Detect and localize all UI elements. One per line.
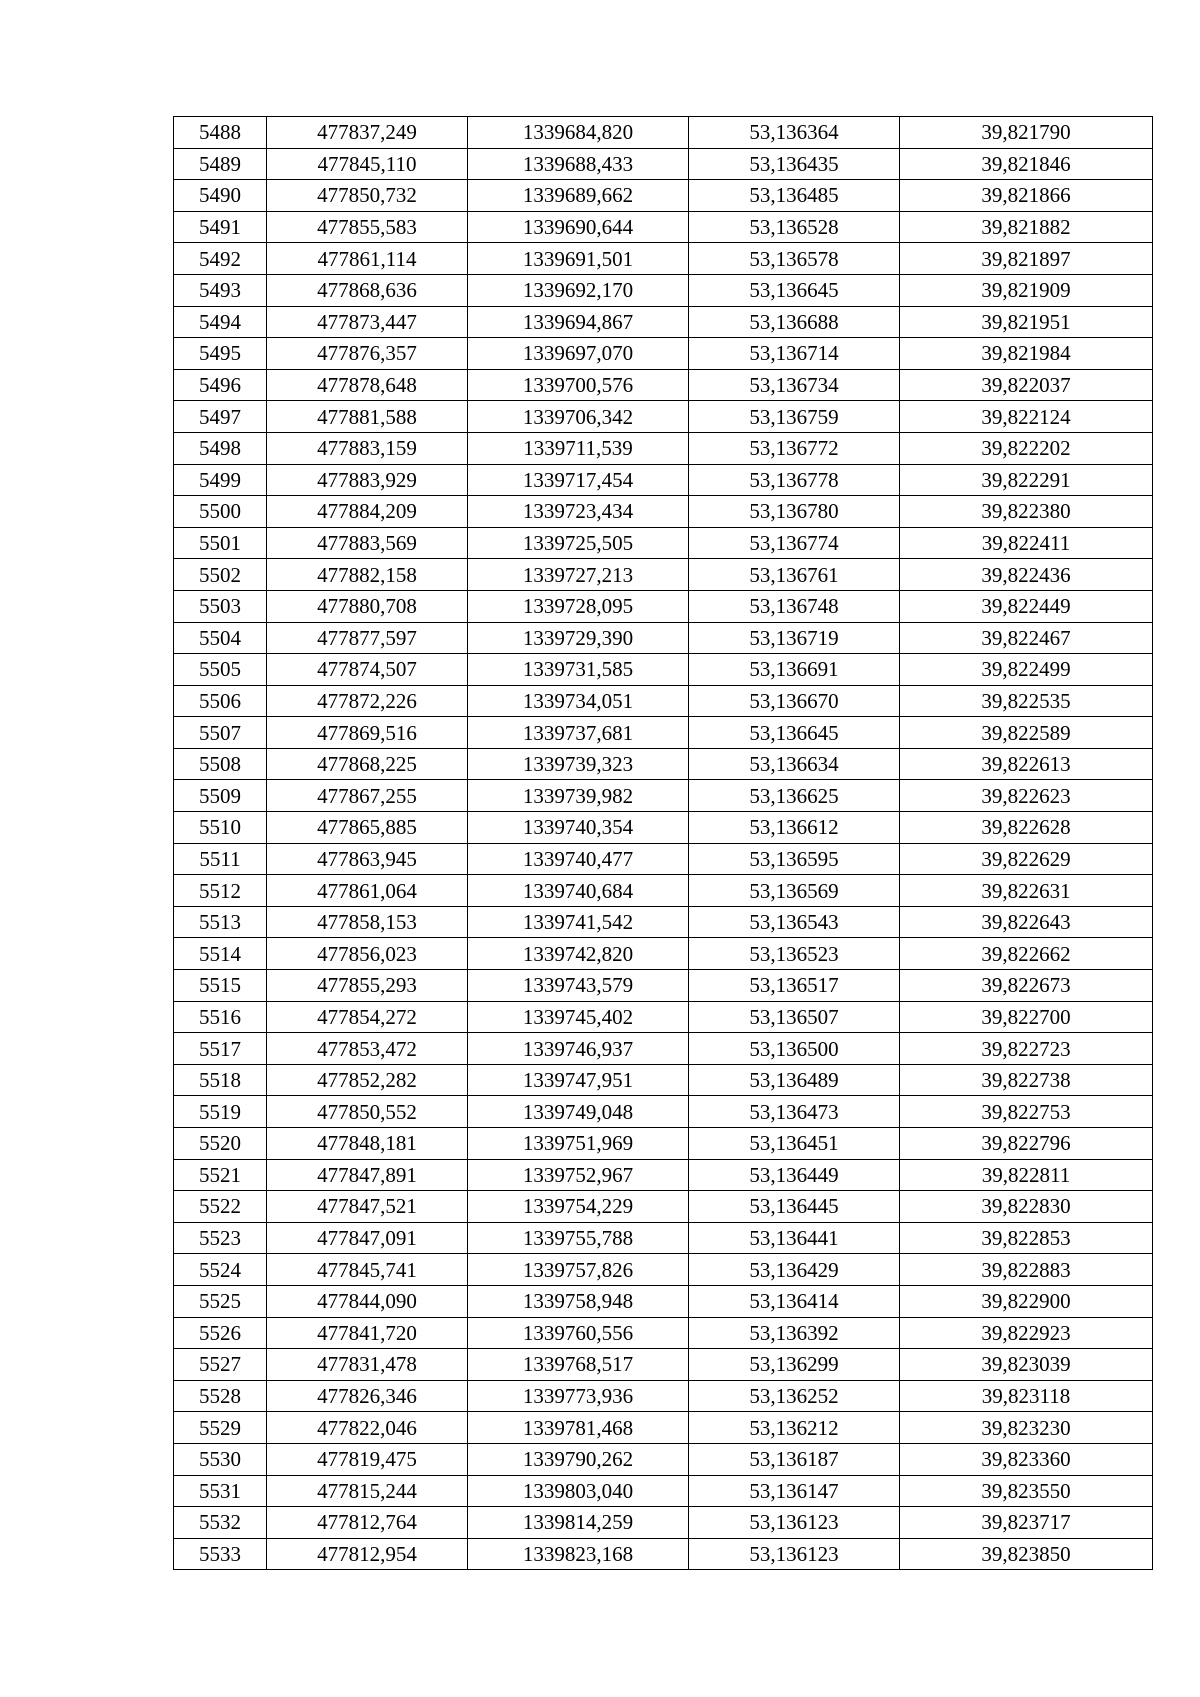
point-number-cell: 5518 bbox=[174, 1064, 267, 1096]
longitude-cell: 39,822796 bbox=[900, 1128, 1153, 1160]
latitude-cell: 53,136780 bbox=[689, 496, 900, 528]
x-coordinate-cell: 477881,588 bbox=[267, 401, 468, 433]
coordinates-table bbox=[173, 116, 1153, 1570]
x-coordinate-cell: 477865,885 bbox=[267, 812, 468, 844]
longitude-cell: 39,822499 bbox=[900, 654, 1153, 686]
y-coordinate-cell: 1339740,354 bbox=[468, 812, 689, 844]
point-number-cell: 5502 bbox=[174, 559, 267, 591]
x-coordinate-cell: 477822,046 bbox=[267, 1412, 468, 1444]
latitude-cell: 53,136691 bbox=[689, 654, 900, 686]
longitude-cell: 39,822535 bbox=[900, 685, 1153, 717]
x-coordinate-cell: 477856,023 bbox=[267, 938, 468, 970]
longitude-cell: 39,823360 bbox=[900, 1443, 1153, 1475]
y-coordinate-cell: 1339694,867 bbox=[468, 306, 689, 338]
latitude-cell: 53,136414 bbox=[689, 1285, 900, 1317]
y-coordinate-cell: 1339790,262 bbox=[468, 1443, 689, 1475]
x-coordinate-cell: 477847,091 bbox=[267, 1222, 468, 1254]
table-row bbox=[174, 180, 1153, 212]
y-coordinate-cell: 1339823,168 bbox=[468, 1538, 689, 1570]
longitude-cell: 39,822700 bbox=[900, 1001, 1153, 1033]
latitude-cell: 53,136364 bbox=[689, 117, 900, 149]
longitude-cell: 39,822900 bbox=[900, 1285, 1153, 1317]
x-coordinate-cell: 477868,636 bbox=[267, 274, 468, 306]
latitude-cell: 53,136489 bbox=[689, 1064, 900, 1096]
y-coordinate-cell: 1339757,826 bbox=[468, 1254, 689, 1286]
point-number-cell: 5526 bbox=[174, 1317, 267, 1349]
latitude-cell: 53,136187 bbox=[689, 1443, 900, 1475]
latitude-cell: 53,136688 bbox=[689, 306, 900, 338]
latitude-cell: 53,136645 bbox=[689, 274, 900, 306]
latitude-cell: 53,136449 bbox=[689, 1159, 900, 1191]
table-row bbox=[174, 1128, 1153, 1160]
latitude-cell: 53,136759 bbox=[689, 401, 900, 433]
longitude-cell: 39,822643 bbox=[900, 906, 1153, 938]
table-row bbox=[174, 1412, 1153, 1444]
x-coordinate-cell: 477855,293 bbox=[267, 970, 468, 1002]
table-row bbox=[174, 1443, 1153, 1475]
latitude-cell: 53,136517 bbox=[689, 970, 900, 1002]
table-row bbox=[174, 117, 1153, 149]
table-row bbox=[174, 1475, 1153, 1507]
x-coordinate-cell: 477826,346 bbox=[267, 1380, 468, 1412]
latitude-cell: 53,136772 bbox=[689, 432, 900, 464]
x-coordinate-cell: 477837,249 bbox=[267, 117, 468, 149]
x-coordinate-cell: 477852,282 bbox=[267, 1064, 468, 1096]
point-number-cell: 5492 bbox=[174, 243, 267, 275]
latitude-cell: 53,136569 bbox=[689, 875, 900, 907]
point-number-cell: 5498 bbox=[174, 432, 267, 464]
x-coordinate-cell: 477812,764 bbox=[267, 1507, 468, 1539]
coordinates-table-body bbox=[174, 117, 1153, 1570]
latitude-cell: 53,136451 bbox=[689, 1128, 900, 1160]
latitude-cell: 53,136485 bbox=[689, 180, 900, 212]
latitude-cell: 53,136473 bbox=[689, 1096, 900, 1128]
y-coordinate-cell: 1339741,542 bbox=[468, 906, 689, 938]
x-coordinate-cell: 477861,114 bbox=[267, 243, 468, 275]
x-coordinate-cell: 477880,708 bbox=[267, 590, 468, 622]
y-coordinate-cell: 1339739,982 bbox=[468, 780, 689, 812]
table-row bbox=[174, 1096, 1153, 1128]
point-number-cell: 5514 bbox=[174, 938, 267, 970]
x-coordinate-cell: 477873,447 bbox=[267, 306, 468, 338]
x-coordinate-cell: 477853,472 bbox=[267, 1033, 468, 1065]
longitude-cell: 39,822673 bbox=[900, 970, 1153, 1002]
x-coordinate-cell: 477847,521 bbox=[267, 1191, 468, 1223]
y-coordinate-cell: 1339743,579 bbox=[468, 970, 689, 1002]
table-row bbox=[174, 464, 1153, 496]
y-coordinate-cell: 1339691,501 bbox=[468, 243, 689, 275]
table-row bbox=[174, 559, 1153, 591]
point-number-cell: 5519 bbox=[174, 1096, 267, 1128]
x-coordinate-cell: 477858,153 bbox=[267, 906, 468, 938]
latitude-cell: 53,136500 bbox=[689, 1033, 900, 1065]
table-row bbox=[174, 812, 1153, 844]
longitude-cell: 39,822883 bbox=[900, 1254, 1153, 1286]
latitude-cell: 53,136634 bbox=[689, 748, 900, 780]
longitude-cell: 39,822411 bbox=[900, 527, 1153, 559]
longitude-cell: 39,822923 bbox=[900, 1317, 1153, 1349]
point-number-cell: 5507 bbox=[174, 717, 267, 749]
point-number-cell: 5505 bbox=[174, 654, 267, 686]
table-row bbox=[174, 1507, 1153, 1539]
y-coordinate-cell: 1339706,342 bbox=[468, 401, 689, 433]
table-row bbox=[174, 211, 1153, 243]
point-number-cell: 5494 bbox=[174, 306, 267, 338]
point-number-cell: 5499 bbox=[174, 464, 267, 496]
table-row bbox=[174, 622, 1153, 654]
table-row bbox=[174, 1380, 1153, 1412]
point-number-cell: 5530 bbox=[174, 1443, 267, 1475]
longitude-cell: 39,823230 bbox=[900, 1412, 1153, 1444]
x-coordinate-cell: 477872,226 bbox=[267, 685, 468, 717]
latitude-cell: 53,136714 bbox=[689, 338, 900, 370]
point-number-cell: 5523 bbox=[174, 1222, 267, 1254]
y-coordinate-cell: 1339803,040 bbox=[468, 1475, 689, 1507]
y-coordinate-cell: 1339746,937 bbox=[468, 1033, 689, 1065]
latitude-cell: 53,136392 bbox=[689, 1317, 900, 1349]
x-coordinate-cell: 477869,516 bbox=[267, 717, 468, 749]
y-coordinate-cell: 1339760,556 bbox=[468, 1317, 689, 1349]
y-coordinate-cell: 1339723,434 bbox=[468, 496, 689, 528]
y-coordinate-cell: 1339739,323 bbox=[468, 748, 689, 780]
point-number-cell: 5531 bbox=[174, 1475, 267, 1507]
point-number-cell: 5501 bbox=[174, 527, 267, 559]
y-coordinate-cell: 1339700,576 bbox=[468, 369, 689, 401]
point-number-cell: 5522 bbox=[174, 1191, 267, 1223]
y-coordinate-cell: 1339740,684 bbox=[468, 875, 689, 907]
x-coordinate-cell: 477883,159 bbox=[267, 432, 468, 464]
x-coordinate-cell: 477883,929 bbox=[267, 464, 468, 496]
table-row bbox=[174, 1159, 1153, 1191]
latitude-cell: 53,136299 bbox=[689, 1349, 900, 1381]
longitude-cell: 39,821909 bbox=[900, 274, 1153, 306]
x-coordinate-cell: 477874,507 bbox=[267, 654, 468, 686]
point-number-cell: 5488 bbox=[174, 117, 267, 149]
longitude-cell: 39,822830 bbox=[900, 1191, 1153, 1223]
longitude-cell: 39,822467 bbox=[900, 622, 1153, 654]
latitude-cell: 53,136212 bbox=[689, 1412, 900, 1444]
longitude-cell: 39,822291 bbox=[900, 464, 1153, 496]
latitude-cell: 53,136123 bbox=[689, 1507, 900, 1539]
x-coordinate-cell: 477845,110 bbox=[267, 148, 468, 180]
table-row bbox=[174, 338, 1153, 370]
point-number-cell: 5496 bbox=[174, 369, 267, 401]
latitude-cell: 53,136543 bbox=[689, 906, 900, 938]
y-coordinate-cell: 1339754,229 bbox=[468, 1191, 689, 1223]
point-number-cell: 5512 bbox=[174, 875, 267, 907]
point-number-cell: 5493 bbox=[174, 274, 267, 306]
x-coordinate-cell: 477877,597 bbox=[267, 622, 468, 654]
x-coordinate-cell: 477844,090 bbox=[267, 1285, 468, 1317]
y-coordinate-cell: 1339755,788 bbox=[468, 1222, 689, 1254]
longitude-cell: 39,822723 bbox=[900, 1033, 1153, 1065]
longitude-cell: 39,823118 bbox=[900, 1380, 1153, 1412]
point-number-cell: 5520 bbox=[174, 1128, 267, 1160]
point-number-cell: 5500 bbox=[174, 496, 267, 528]
table-row bbox=[174, 780, 1153, 812]
y-coordinate-cell: 1339729,390 bbox=[468, 622, 689, 654]
point-number-cell: 5506 bbox=[174, 685, 267, 717]
table-row bbox=[174, 1349, 1153, 1381]
point-number-cell: 5525 bbox=[174, 1285, 267, 1317]
x-coordinate-cell: 477845,741 bbox=[267, 1254, 468, 1286]
longitude-cell: 39,821897 bbox=[900, 243, 1153, 275]
point-number-cell: 5495 bbox=[174, 338, 267, 370]
point-number-cell: 5533 bbox=[174, 1538, 267, 1570]
x-coordinate-cell: 477868,225 bbox=[267, 748, 468, 780]
latitude-cell: 53,136670 bbox=[689, 685, 900, 717]
table-row bbox=[174, 527, 1153, 559]
y-coordinate-cell: 1339781,468 bbox=[468, 1412, 689, 1444]
x-coordinate-cell: 477861,064 bbox=[267, 875, 468, 907]
longitude-cell: 39,822589 bbox=[900, 717, 1153, 749]
y-coordinate-cell: 1339749,048 bbox=[468, 1096, 689, 1128]
longitude-cell: 39,822853 bbox=[900, 1222, 1153, 1254]
x-coordinate-cell: 477878,648 bbox=[267, 369, 468, 401]
y-coordinate-cell: 1339692,170 bbox=[468, 274, 689, 306]
longitude-cell: 39,822631 bbox=[900, 875, 1153, 907]
y-coordinate-cell: 1339731,585 bbox=[468, 654, 689, 686]
table-row bbox=[174, 843, 1153, 875]
y-coordinate-cell: 1339690,644 bbox=[468, 211, 689, 243]
longitude-cell: 39,822738 bbox=[900, 1064, 1153, 1096]
latitude-cell: 53,136734 bbox=[689, 369, 900, 401]
table-row bbox=[174, 306, 1153, 338]
latitude-cell: 53,136441 bbox=[689, 1222, 900, 1254]
table-row bbox=[174, 496, 1153, 528]
y-coordinate-cell: 1339768,517 bbox=[468, 1349, 689, 1381]
y-coordinate-cell: 1339711,539 bbox=[468, 432, 689, 464]
table-row bbox=[174, 1191, 1153, 1223]
point-number-cell: 5529 bbox=[174, 1412, 267, 1444]
longitude-cell: 39,822202 bbox=[900, 432, 1153, 464]
x-coordinate-cell: 477831,478 bbox=[267, 1349, 468, 1381]
latitude-cell: 53,136595 bbox=[689, 843, 900, 875]
point-number-cell: 5521 bbox=[174, 1159, 267, 1191]
latitude-cell: 53,136528 bbox=[689, 211, 900, 243]
y-coordinate-cell: 1339697,070 bbox=[468, 338, 689, 370]
latitude-cell: 53,136719 bbox=[689, 622, 900, 654]
y-coordinate-cell: 1339758,948 bbox=[468, 1285, 689, 1317]
y-coordinate-cell: 1339727,213 bbox=[468, 559, 689, 591]
y-coordinate-cell: 1339773,936 bbox=[468, 1380, 689, 1412]
y-coordinate-cell: 1339742,820 bbox=[468, 938, 689, 970]
point-number-cell: 5513 bbox=[174, 906, 267, 938]
table-row bbox=[174, 970, 1153, 1002]
longitude-cell: 39,822811 bbox=[900, 1159, 1153, 1191]
longitude-cell: 39,821846 bbox=[900, 148, 1153, 180]
y-coordinate-cell: 1339752,967 bbox=[468, 1159, 689, 1191]
latitude-cell: 53,136625 bbox=[689, 780, 900, 812]
y-coordinate-cell: 1339728,095 bbox=[468, 590, 689, 622]
y-coordinate-cell: 1339740,477 bbox=[468, 843, 689, 875]
table-row bbox=[174, 906, 1153, 938]
table-row bbox=[174, 1222, 1153, 1254]
table-row bbox=[174, 685, 1153, 717]
table-row bbox=[174, 1285, 1153, 1317]
x-coordinate-cell: 477847,891 bbox=[267, 1159, 468, 1191]
table-row bbox=[174, 1033, 1153, 1065]
latitude-cell: 53,136123 bbox=[689, 1538, 900, 1570]
latitude-cell: 53,136147 bbox=[689, 1475, 900, 1507]
table-row bbox=[174, 274, 1153, 306]
latitude-cell: 53,136761 bbox=[689, 559, 900, 591]
point-number-cell: 5504 bbox=[174, 622, 267, 654]
x-coordinate-cell: 477882,158 bbox=[267, 559, 468, 591]
longitude-cell: 39,822623 bbox=[900, 780, 1153, 812]
y-coordinate-cell: 1339717,454 bbox=[468, 464, 689, 496]
y-coordinate-cell: 1339747,951 bbox=[468, 1064, 689, 1096]
x-coordinate-cell: 477850,732 bbox=[267, 180, 468, 212]
longitude-cell: 39,822629 bbox=[900, 843, 1153, 875]
longitude-cell: 39,821790 bbox=[900, 117, 1153, 149]
y-coordinate-cell: 1339751,969 bbox=[468, 1128, 689, 1160]
longitude-cell: 39,823850 bbox=[900, 1538, 1153, 1570]
point-number-cell: 5532 bbox=[174, 1507, 267, 1539]
point-number-cell: 5517 bbox=[174, 1033, 267, 1065]
y-coordinate-cell: 1339725,505 bbox=[468, 527, 689, 559]
longitude-cell: 39,821882 bbox=[900, 211, 1153, 243]
longitude-cell: 39,822124 bbox=[900, 401, 1153, 433]
longitude-cell: 39,822037 bbox=[900, 369, 1153, 401]
table-row bbox=[174, 369, 1153, 401]
longitude-cell: 39,822449 bbox=[900, 590, 1153, 622]
point-number-cell: 5491 bbox=[174, 211, 267, 243]
x-coordinate-cell: 477819,475 bbox=[267, 1443, 468, 1475]
point-number-cell: 5528 bbox=[174, 1380, 267, 1412]
longitude-cell: 39,823717 bbox=[900, 1507, 1153, 1539]
y-coordinate-cell: 1339684,820 bbox=[468, 117, 689, 149]
latitude-cell: 53,136778 bbox=[689, 464, 900, 496]
table-row bbox=[174, 432, 1153, 464]
x-coordinate-cell: 477883,569 bbox=[267, 527, 468, 559]
y-coordinate-cell: 1339688,433 bbox=[468, 148, 689, 180]
latitude-cell: 53,136429 bbox=[689, 1254, 900, 1286]
point-number-cell: 5503 bbox=[174, 590, 267, 622]
latitude-cell: 53,136612 bbox=[689, 812, 900, 844]
latitude-cell: 53,136507 bbox=[689, 1001, 900, 1033]
longitude-cell: 39,822628 bbox=[900, 812, 1153, 844]
x-coordinate-cell: 477848,181 bbox=[267, 1128, 468, 1160]
x-coordinate-cell: 477884,209 bbox=[267, 496, 468, 528]
y-coordinate-cell: 1339745,402 bbox=[468, 1001, 689, 1033]
table-row bbox=[174, 1317, 1153, 1349]
latitude-cell: 53,136523 bbox=[689, 938, 900, 970]
x-coordinate-cell: 477876,357 bbox=[267, 338, 468, 370]
longitude-cell: 39,822753 bbox=[900, 1096, 1153, 1128]
point-number-cell: 5524 bbox=[174, 1254, 267, 1286]
point-number-cell: 5510 bbox=[174, 812, 267, 844]
x-coordinate-cell: 477841,720 bbox=[267, 1317, 468, 1349]
longitude-cell: 39,822436 bbox=[900, 559, 1153, 591]
point-number-cell: 5509 bbox=[174, 780, 267, 812]
table-row bbox=[174, 717, 1153, 749]
longitude-cell: 39,822613 bbox=[900, 748, 1153, 780]
table-row bbox=[174, 1064, 1153, 1096]
y-coordinate-cell: 1339814,259 bbox=[468, 1507, 689, 1539]
x-coordinate-cell: 477812,954 bbox=[267, 1538, 468, 1570]
table-row bbox=[174, 875, 1153, 907]
point-number-cell: 5508 bbox=[174, 748, 267, 780]
table-row bbox=[174, 748, 1153, 780]
latitude-cell: 53,136748 bbox=[689, 590, 900, 622]
point-number-cell: 5527 bbox=[174, 1349, 267, 1381]
longitude-cell: 39,823039 bbox=[900, 1349, 1153, 1381]
longitude-cell: 39,822662 bbox=[900, 938, 1153, 970]
latitude-cell: 53,136445 bbox=[689, 1191, 900, 1223]
x-coordinate-cell: 477855,583 bbox=[267, 211, 468, 243]
point-number-cell: 5511 bbox=[174, 843, 267, 875]
latitude-cell: 53,136645 bbox=[689, 717, 900, 749]
table-row bbox=[174, 590, 1153, 622]
table-row bbox=[174, 1001, 1153, 1033]
point-number-cell: 5516 bbox=[174, 1001, 267, 1033]
table-row bbox=[174, 654, 1153, 686]
table-row bbox=[174, 938, 1153, 970]
x-coordinate-cell: 477863,945 bbox=[267, 843, 468, 875]
y-coordinate-cell: 1339734,051 bbox=[468, 685, 689, 717]
x-coordinate-cell: 477854,272 bbox=[267, 1001, 468, 1033]
x-coordinate-cell: 477850,552 bbox=[267, 1096, 468, 1128]
point-number-cell: 5489 bbox=[174, 148, 267, 180]
longitude-cell: 39,821951 bbox=[900, 306, 1153, 338]
point-number-cell: 5497 bbox=[174, 401, 267, 433]
table-row bbox=[174, 148, 1153, 180]
point-number-cell: 5490 bbox=[174, 180, 267, 212]
table-row bbox=[174, 401, 1153, 433]
latitude-cell: 53,136435 bbox=[689, 148, 900, 180]
latitude-cell: 53,136774 bbox=[689, 527, 900, 559]
point-number-cell: 5515 bbox=[174, 970, 267, 1002]
table-row bbox=[174, 243, 1153, 275]
longitude-cell: 39,821984 bbox=[900, 338, 1153, 370]
longitude-cell: 39,821866 bbox=[900, 180, 1153, 212]
x-coordinate-cell: 477815,244 bbox=[267, 1475, 468, 1507]
latitude-cell: 53,136578 bbox=[689, 243, 900, 275]
longitude-cell: 39,823550 bbox=[900, 1475, 1153, 1507]
y-coordinate-cell: 1339737,681 bbox=[468, 717, 689, 749]
y-coordinate-cell: 1339689,662 bbox=[468, 180, 689, 212]
longitude-cell: 39,822380 bbox=[900, 496, 1153, 528]
latitude-cell: 53,136252 bbox=[689, 1380, 900, 1412]
table-row bbox=[174, 1538, 1153, 1570]
table-row bbox=[174, 1254, 1153, 1286]
x-coordinate-cell: 477867,255 bbox=[267, 780, 468, 812]
